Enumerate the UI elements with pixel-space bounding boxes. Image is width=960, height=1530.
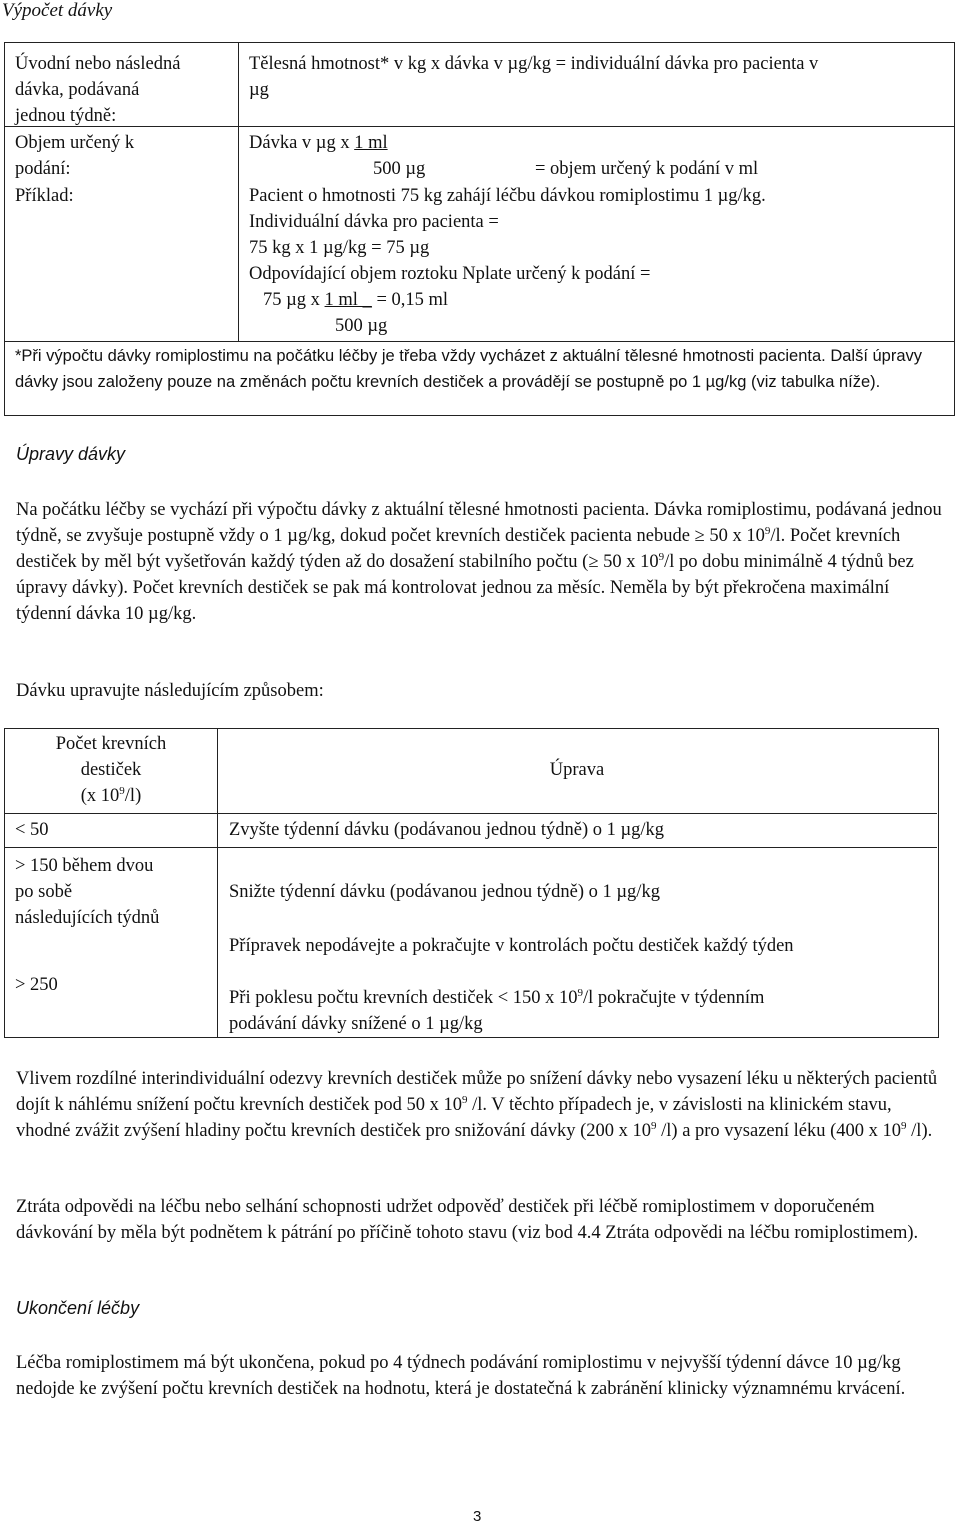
label-line: Úvodní nebo následná bbox=[15, 54, 181, 74]
example-line: 75 kg x 1 µg/kg = 75 µg bbox=[249, 238, 430, 258]
formula-line: µg bbox=[249, 80, 269, 100]
table-row-1-count: < 50 bbox=[15, 820, 49, 840]
dose-calculation-box bbox=[4, 42, 955, 416]
label-line: jednou týdně: bbox=[15, 106, 117, 126]
initial-dose-label bbox=[15, 51, 180, 129]
adjustment-paragraph bbox=[16, 497, 946, 627]
initial-dose-formula bbox=[249, 51, 818, 103]
count-line: následujících týdnů bbox=[15, 908, 160, 928]
text-run: /l po dobu minimálně 4 týdnů bez úpravy dávky). Počet krevních destiček se pak má kontrolovat jednou za měsíc. Neměla by být překročena maximální týdenní dávka 10 µg/kg. bbox=[16, 552, 914, 624]
formula-text: 75 µg x bbox=[263, 290, 325, 310]
volume-label bbox=[15, 130, 134, 182]
page-number: 3 bbox=[473, 1508, 482, 1525]
label-line: podání: bbox=[15, 159, 71, 179]
table-row-divider bbox=[5, 847, 937, 848]
header-platelet-count bbox=[5, 731, 217, 809]
superscript: 9 bbox=[658, 550, 665, 563]
example-line: Odpovídající objem roztoku Nplate určený k podání = bbox=[249, 264, 651, 284]
text-run: 50 x 10 bbox=[598, 552, 659, 572]
superscript: 9 bbox=[577, 986, 584, 999]
table-row-divider bbox=[5, 813, 937, 814]
heading-stop-treatment: Ukončení léčby bbox=[16, 1298, 140, 1318]
column-divider bbox=[238, 43, 239, 341]
superscript: 9 bbox=[901, 1119, 907, 1132]
volume-result: = objem určený k podání v ml bbox=[535, 159, 759, 179]
row-divider bbox=[5, 341, 954, 342]
count-line: po sobě bbox=[15, 882, 73, 902]
header-unit bbox=[5, 783, 217, 809]
text-run: /l. V těchto případech je, v závislosti na klinickém stavu, vhodné zvážit zvýšení hladiny počtu krevních destiček pro snižování dávky (200 x 10 bbox=[16, 1095, 892, 1141]
superscript: 9 bbox=[764, 524, 771, 537]
loss-of-response-paragraph: Ztráta odpovědi na léčbu nebo selhání schopnosti udržet odpověď destiček při léčbě romiplostimem v doporučeném dávkování by měla být podnětem k pátrání po příčině tohoto stavu (viz bod 4.4 Ztráta odpovědi na léčbu romiplostimem). bbox=[16, 1197, 919, 1243]
formula-line: Tělesná hmotnost* v kg x dávka v µg/kg = individuální dávka pro pacienta v bbox=[249, 54, 819, 74]
header-line: destiček bbox=[80, 760, 142, 780]
formula-numerator: 1 ml bbox=[354, 133, 388, 153]
dose-footnote: *Při výpočtu dávky romiplostimu na počátku léčby je třeba vždy vycházet z aktuální tělesné hmotnosti pacienta. Další úpravy dávky jsou založeny pouze na změnách počtu krevních destiček a provádějí se postupně po 1 µg/kg (viz tabulka níže). bbox=[15, 347, 923, 391]
table-row-3-count: > 250 bbox=[15, 975, 58, 995]
formula-text: Dávka v µg x bbox=[249, 133, 355, 153]
example-formula bbox=[263, 287, 448, 313]
header-line: Počet krevních bbox=[55, 734, 167, 754]
text-run: /l). bbox=[906, 1121, 933, 1141]
formula-result: = 0,15 ml bbox=[371, 290, 449, 310]
table-row-1-action: Zvyšte týdenní dávku (podávanou jednou týdně) o 1 µg/kg bbox=[229, 820, 665, 840]
volume-formula bbox=[249, 130, 388, 156]
count-line: > 150 během dvou bbox=[15, 856, 154, 876]
formula-numerator: 1 ml _ bbox=[324, 290, 372, 310]
table-row-2-action: Snižte týdenní dávku (podávanou jednou týdně) o 1 µg/kg bbox=[229, 882, 660, 902]
superscript: 9 bbox=[119, 784, 125, 797]
symbol-ge: ≥ bbox=[588, 552, 599, 572]
text-run: Na počátku léčby se vychází při výpočtu dávky z aktuální tělesné hmotnosti pacienta. Dávka romiplostimu, podávaná jednou týdně, se zvyšuje postupně vždy o 1 µg/kg, dokud počet krevních destiček pacienta nebude bbox=[16, 500, 942, 546]
text-run: Vlivem rozdílné interindividuální odezvy krevních destiček může po snížení dávky nebo vysazení léku u některých pacientů dojít k náhlému snížení počtu krevních destiček pod 50 x 10 bbox=[16, 1069, 938, 1115]
text-run: 50 x 10 bbox=[704, 526, 765, 546]
variability-paragraph bbox=[16, 1066, 946, 1144]
header-adjustment: Úprava bbox=[549, 760, 605, 780]
superscript: 9 bbox=[461, 1093, 468, 1106]
adjustment-intro: Dávku upravujte následujícím způsobem: bbox=[16, 681, 324, 701]
table-row-2-count bbox=[15, 853, 159, 931]
example-line: Pacient o hmotnosti 75 kg zahájí léčbu dávkou romiplostimu 1 µg/kg. bbox=[249, 186, 766, 206]
superscript: 9 bbox=[651, 1119, 657, 1132]
text-run: /l pokračujte v týdenním bbox=[583, 988, 765, 1008]
text-run: /l. Počet krevních destiček by měl být vyšetřován každý týden až do dosažení stabilního počtu ( bbox=[16, 526, 901, 572]
text-run: Při poklesu počtu krevních destiček < 150 x 10 bbox=[229, 988, 578, 1008]
example-line: Individuální dávka pro pacienta = bbox=[249, 212, 499, 232]
text-run: /l) bbox=[124, 786, 142, 806]
example-denominator: 500 µg bbox=[335, 316, 388, 336]
volume-denominator: 500 µg bbox=[373, 159, 426, 179]
table-row-3-action: Přípravek nepodávejte a pokračujte v kontrolách počtu destiček každý týden bbox=[229, 936, 794, 956]
example-label: Příklad: bbox=[15, 186, 74, 206]
table-row-3-action-resume bbox=[229, 985, 764, 1011]
text-run: /l) a pro vysazení léku (400 x 10 bbox=[656, 1121, 902, 1141]
stop-treatment-paragraph: Léčba romiplostimem má být ukončena, pokud po 4 týdnech podávání romiplostimu v nejvyšší týdenní dávce 10 µg/kg nedojde ke zvýšení počtu krevních destiček na hodnotu, která je dostatečná k zabránění klinicky významnému krvácení. bbox=[16, 1353, 906, 1399]
label-line: Objem určený k bbox=[15, 133, 135, 153]
table-row-3-action-dose: podávání dávky snížené o 1 µg/kg bbox=[229, 1014, 483, 1034]
heading-dose-calculation: Výpočet dávky bbox=[2, 0, 113, 21]
dose-adjustment-table bbox=[4, 728, 939, 1038]
text-run: (x 10 bbox=[80, 786, 120, 806]
symbol-ge: ≥ bbox=[694, 526, 705, 546]
label-line: dávka, podávaná bbox=[15, 80, 140, 100]
heading-dose-adjustment: Úpravy dávky bbox=[16, 444, 126, 464]
